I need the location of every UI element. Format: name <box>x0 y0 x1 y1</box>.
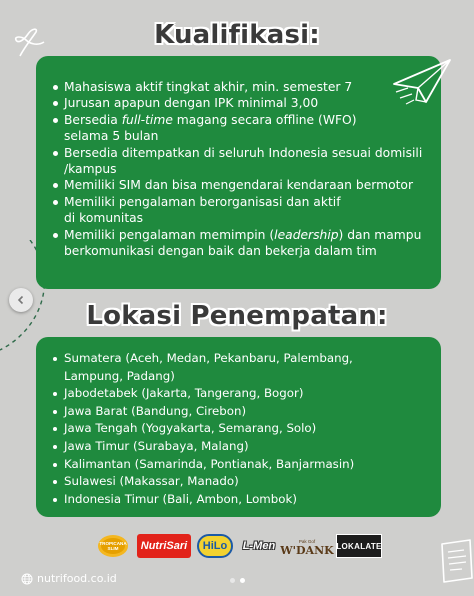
item-text: Memiliki pengalaman berorganisasi dan aktif <box>64 194 341 209</box>
pagination-dots <box>230 578 245 583</box>
item-line2: di komunitas <box>64 211 144 226</box>
logo-lmen: L-Men <box>242 540 276 552</box>
item-line2: selama 5 bulan <box>64 129 159 144</box>
item-line2: Lampung, Padang) <box>64 368 175 383</box>
qualification-item <box>64 79 429 95</box>
qualifications-card <box>36 56 441 289</box>
item-text: Memiliki SIM dan bisa mengendarai kendaraan bermotor <box>64 178 414 193</box>
item-text: Jawa Tengah (Yogyakarta, Semarang, Solo) <box>64 421 317 436</box>
item-line2: berkomunikasi dengan baik dan bekerja dalam tim <box>64 244 377 259</box>
item-text: Sumatera (Aceh, Medan, Pekanbaru, Palembang, <box>64 351 353 365</box>
item-text: Bersedia ditempatkan di seluruh Indonesia sesuai domisili <box>64 145 423 160</box>
qualification-item <box>64 177 429 193</box>
item-text: Kalimantan (Samarinda, Pontianak, Banjarmasin) <box>64 456 355 471</box>
logo-tropicana-slim: TROPICANA SLIM <box>97 534 129 558</box>
item-em: leadership <box>274 227 339 242</box>
qualification-item <box>64 145 429 178</box>
logo-wdank: Pak Gof W'DANK <box>280 539 334 557</box>
qualification-item <box>64 227 429 260</box>
item-text: Sulawesi (Makassar, Manado) <box>64 474 239 489</box>
brand-logos <box>0 534 474 560</box>
globe-icon <box>21 573 33 585</box>
item-text: Mahasiswa aktif tingkat akhir, min. semester 7 <box>64 80 353 94</box>
item-text: Indonesia Timur (Bali, Ambon, Lombok) <box>64 491 297 506</box>
item-line2: /kampus <box>64 162 117 177</box>
qualification-item <box>64 112 429 145</box>
location-item <box>64 385 429 403</box>
item-pre: Bersedia <box>64 112 122 127</box>
location-item <box>64 473 429 491</box>
item-post: ) dan mampu <box>338 227 422 242</box>
website-link[interactable]: nutrifood.co.id <box>21 572 117 585</box>
pagination-dot-1[interactable] <box>230 578 235 583</box>
item-em: full-time <box>121 112 173 127</box>
logo-lokalate: LOKALATE <box>336 534 382 558</box>
item-pre: Memiliki pengalaman memimpin ( <box>64 227 275 242</box>
qualifications-heading: Kualifikasi: <box>154 20 320 50</box>
locations-card <box>36 337 441 517</box>
location-item <box>64 350 429 385</box>
logo-nutrisari: NutriSari <box>137 534 191 558</box>
location-item <box>64 456 429 474</box>
paper-plane-icon <box>392 56 454 106</box>
location-item <box>64 438 429 456</box>
item-text: Jawa Barat (Bandung, Cirebon) <box>64 403 247 418</box>
note-paper-icon <box>434 538 474 584</box>
locations-heading: Lokasi Penempatan: <box>86 301 388 331</box>
location-item <box>64 420 429 438</box>
item-text: Jawa Timur (Surabaya, Malang) <box>64 438 249 453</box>
qualifications-list <box>36 56 441 259</box>
item-text: Jabodetabek (Jakarta, Tangerang, Bogor) <box>64 386 304 401</box>
qualification-item <box>64 194 429 227</box>
item-post: magang secara offline (WFO) <box>172 112 357 127</box>
pagination-dot-2[interactable] <box>240 578 245 583</box>
item-text: Jurusan apapun dengan IPK minimal 3,00 <box>64 96 319 111</box>
location-item <box>64 491 429 509</box>
logo-hilo: HiLo <box>197 534 233 558</box>
location-item <box>64 403 429 421</box>
qualification-item <box>64 95 429 111</box>
locations-list <box>36 337 441 508</box>
